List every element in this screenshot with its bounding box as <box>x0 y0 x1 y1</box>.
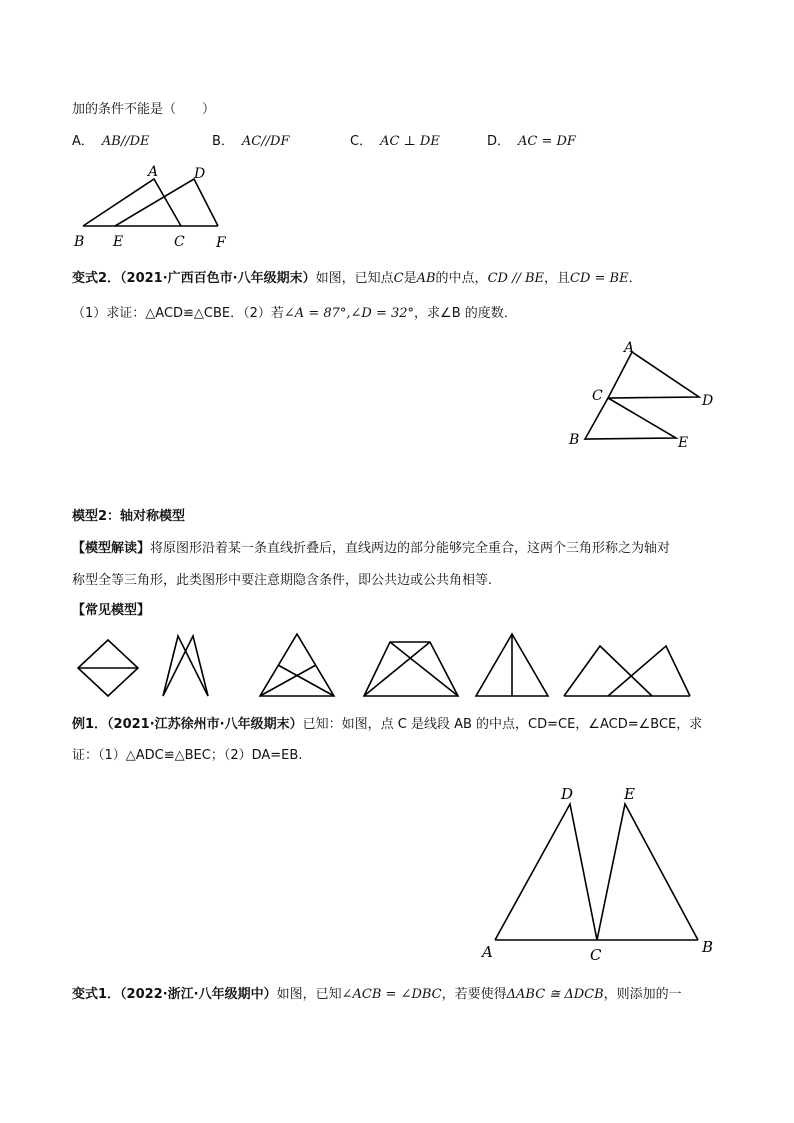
variant1-goal: ΔABC ≅ ΔDCB <box>506 987 604 1002</box>
variant1-line <box>72 986 682 1004</box>
variant2-line2 <box>72 305 517 323</box>
variant2-line1 <box>72 270 642 288</box>
triangle-cbe <box>585 398 676 439</box>
option-c[interactable] <box>350 133 440 151</box>
variant2-condition-equal: CD = BE <box>570 271 629 286</box>
option-d[interactable] <box>487 133 576 151</box>
label-a: A <box>148 164 159 180</box>
option-c-key: C． <box>350 134 373 149</box>
label-d: D <box>561 785 574 803</box>
model-figure-trapezoid <box>364 642 458 696</box>
option-b[interactable] <box>212 133 289 151</box>
label-b: B <box>74 234 85 250</box>
model2-explain-line1 <box>72 540 670 558</box>
variant1-tag: 变式1．（2022·浙江·八年级期中） <box>72 987 277 1002</box>
label-b: B <box>702 938 714 956</box>
label-f: F <box>216 235 226 251</box>
model2-explain-text: 将原图形沿着某一条直线折叠后，直线两边的部分能够完全重合，这两个三角形称之为轴对 <box>150 541 671 556</box>
model-figure-triangle-cross <box>260 634 334 696</box>
label-c: C <box>174 234 185 250</box>
triangle-abc <box>83 179 181 226</box>
label-a: A <box>624 340 635 356</box>
model2-explain-tag: 【模型解读】 <box>72 541 151 556</box>
label-e: E <box>678 435 689 451</box>
variant2-tag: 变式2．（2021·广西百色市·八年级期末） <box>72 271 316 286</box>
variant2-point-c: C <box>393 271 404 286</box>
option-b-expr: AC//DF <box>241 134 290 149</box>
variant2-segment-ab: AB <box>416 271 436 286</box>
option-a-key: A． <box>72 134 94 149</box>
triangle-def <box>115 179 218 226</box>
variant1-condition: ∠ACB = ∠DBC <box>341 987 442 1002</box>
model2-heading: 模型2：轴对称模型 <box>72 509 186 524</box>
triangle-adc <box>495 804 597 940</box>
model-figure-isosceles-altitude <box>476 634 548 696</box>
option-d-key: D． <box>487 134 511 149</box>
variant2-text: ． <box>628 271 642 286</box>
option-a-expr: AB//DE <box>101 134 150 149</box>
variant1-text: ，若要使得 <box>441 987 507 1002</box>
variant2-angles: ∠A = 87°,∠D = 32° <box>283 306 415 321</box>
variant2-text: 如图，已知点 <box>315 271 394 286</box>
option-d-expr: AC = DF <box>518 134 576 149</box>
label-c: C <box>592 388 603 404</box>
label-c: C <box>590 946 602 964</box>
option-b-key: B． <box>212 134 234 149</box>
example1-text: 已知：如图，点 C 是线段 AB 的中点，CD=CE，∠ACD=∠BCE，求 <box>302 717 703 732</box>
model2-explain-line2: 称型全等三角形，此类图形中要注意期隐含条件，即公共边或公共角相等. <box>72 573 493 588</box>
example1-line2: 证：（1）△ADC≌△BEC；（2）DA=EB. <box>72 748 303 763</box>
variant2-text: 是 <box>403 271 417 286</box>
example1-tag: 例1．（2021·江苏徐州市·八年级期末） <box>72 717 303 732</box>
variant2-prove-text: △ACD≌△CBE．（2）若 <box>145 306 284 321</box>
question-stem-tail: 加的条件不能是（ ） <box>72 102 216 117</box>
option-c-expr: AC ⊥ DE <box>380 134 440 149</box>
figure-triangles-abc-def <box>70 160 270 252</box>
example1-line1 <box>72 716 702 734</box>
variant1-text: ，则添加的一 <box>603 987 682 1002</box>
figure-example1 <box>478 780 728 965</box>
model2-common-tag: 【常见模型】 <box>72 603 151 618</box>
common-models-figures <box>70 628 700 700</box>
label-d: D <box>194 166 206 182</box>
variant2-text: ，且 <box>544 271 571 286</box>
label-e: E <box>624 785 635 803</box>
label-a: A <box>482 943 493 961</box>
variant1-text: 如图，已知 <box>276 987 342 1002</box>
variant2-condition-parallel: CD // BE <box>487 271 544 286</box>
label-d: D <box>702 393 714 409</box>
model-figure-crossed-m <box>163 636 208 696</box>
label-e: E <box>113 234 124 250</box>
figure-variant2 <box>564 338 724 458</box>
label-b: B <box>569 432 580 448</box>
variant2-prove-label: （1）求证： <box>72 306 146 321</box>
model-figure-kite <box>78 640 138 696</box>
variant2-text: 的中点， <box>435 271 488 286</box>
triangle-bec <box>597 804 698 940</box>
model-figure-overlap-triangles <box>564 646 690 696</box>
option-a[interactable] <box>72 133 150 151</box>
variant2-ask: ，求∠B 的度数． <box>414 306 517 321</box>
triangle-acd <box>608 352 699 398</box>
